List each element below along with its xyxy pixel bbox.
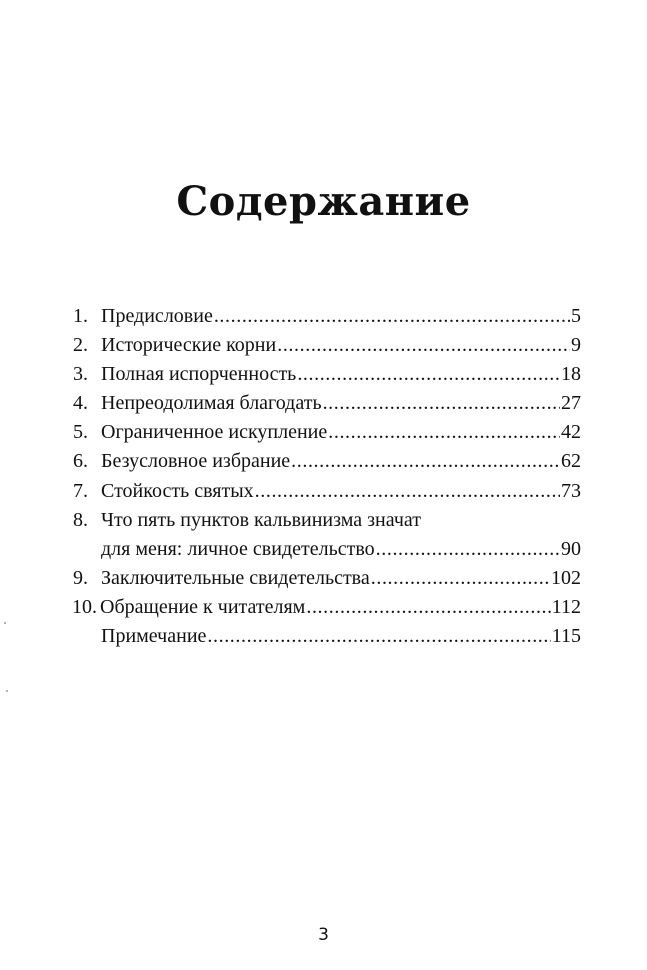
toc-entry-title: Примечание bbox=[101, 625, 207, 648]
dot-leader bbox=[306, 596, 550, 619]
table-of-contents bbox=[73, 305, 581, 654]
dot-leader bbox=[376, 538, 560, 561]
toc-entry[interactable] bbox=[73, 363, 581, 392]
toc-entry-page: 90 bbox=[561, 537, 581, 560]
toc-entry-number: 3. bbox=[73, 363, 88, 386]
toc-entry-page: 112 bbox=[551, 595, 581, 618]
toc-entry-page: 9 bbox=[571, 334, 581, 357]
toc-entry[interactable] bbox=[73, 625, 581, 654]
dot-leader bbox=[328, 421, 560, 444]
dot-leader bbox=[255, 480, 560, 503]
page-number: 3 bbox=[318, 925, 329, 945]
toc-entry-title: Ограниченное искупление bbox=[101, 421, 328, 444]
toc-entry-number: 6. bbox=[73, 450, 88, 473]
toc-entry[interactable] bbox=[73, 334, 581, 363]
toc-entry-title: Обращение к читателям bbox=[100, 595, 306, 618]
toc-entry-page: 27 bbox=[561, 392, 581, 415]
toc-entry-number: 9. bbox=[73, 566, 88, 589]
toc-entry-page: 115 bbox=[551, 625, 581, 648]
toc-entry-title: для меня: личное свидетельство bbox=[101, 537, 375, 560]
dot-leader bbox=[323, 392, 560, 415]
toc-entry-page: 42 bbox=[561, 421, 581, 444]
toc-entry-title: Стойкость святых bbox=[101, 479, 254, 502]
toc-entry-number: 7. bbox=[73, 479, 88, 502]
toc-entry-page: 62 bbox=[561, 450, 581, 473]
toc-entry-title: Безусловное избрание bbox=[101, 450, 291, 473]
dot-leader bbox=[214, 305, 570, 328]
toc-entry[interactable] bbox=[73, 421, 581, 450]
toc-entry-page: 5 bbox=[571, 305, 581, 327]
toc-entry-page: 73 bbox=[561, 479, 581, 502]
toc-entry-page: 102 bbox=[551, 566, 581, 589]
toc-entry-number: 8. bbox=[73, 508, 88, 531]
toc-entry[interactable] bbox=[73, 596, 581, 625]
toc-entry-title: Полная испорченность bbox=[101, 363, 297, 386]
dot-leader bbox=[371, 567, 550, 590]
toc-entry-number: 1. bbox=[73, 305, 88, 327]
toc-entry[interactable] bbox=[73, 480, 581, 509]
toc-entry-number: 10. bbox=[72, 595, 97, 618]
page-title: Содержание bbox=[176, 178, 471, 225]
toc-entry-title: Предисловие bbox=[101, 305, 213, 327]
toc-entry-multiline-continuation[interactable] bbox=[73, 538, 581, 567]
toc-entry[interactable] bbox=[73, 567, 581, 596]
toc-entry-page: 18 bbox=[561, 363, 581, 386]
scan-speck bbox=[4, 622, 6, 624]
toc-entry[interactable] bbox=[73, 305, 581, 334]
toc-entry-title: Непреодолимая благодать bbox=[101, 392, 322, 415]
scan-speck bbox=[6, 690, 8, 692]
dot-leader bbox=[297, 363, 560, 386]
toc-entry-number: 2. bbox=[73, 334, 88, 357]
dot-leader bbox=[291, 450, 560, 473]
toc-entry-title: Исторические корни bbox=[101, 334, 277, 357]
toc-entry-title: Что пять пунктов кальвинизма значат bbox=[101, 508, 421, 531]
dot-leader bbox=[277, 334, 570, 357]
dot-leader bbox=[207, 625, 550, 648]
toc-entry[interactable] bbox=[73, 392, 581, 421]
toc-entry-multiline-start[interactable] bbox=[73, 509, 581, 538]
toc-entry[interactable] bbox=[73, 450, 581, 479]
toc-entry-title: Заключительные свидетельства bbox=[101, 566, 370, 589]
toc-entry-number: 4. bbox=[73, 392, 88, 415]
toc-entry-number: 5. bbox=[73, 421, 88, 444]
